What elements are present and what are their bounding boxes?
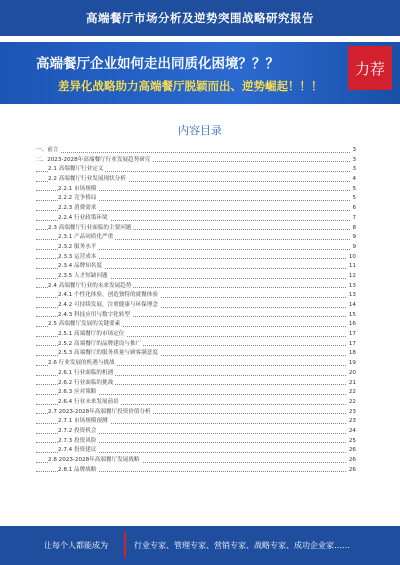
toc-entry[interactable]: [36, 165, 356, 175]
footer: [0, 526, 400, 565]
toc-entry[interactable]: [36, 379, 356, 389]
toc-entry[interactable]: [36, 224, 356, 234]
toc-entry-text: 2.1 高端餐厅行业定义: [48, 166, 104, 173]
toc-entry-page: 13: [347, 282, 356, 292]
toc-entry-text: 2.7.4 投资建议: [58, 447, 97, 454]
toc-entry-page: 18: [347, 349, 356, 359]
toc-entry-text: 2.4.2 可持续发展，注重健康与环保理念: [58, 302, 158, 308]
toc-entry-page: 26: [347, 456, 356, 466]
toc-entry[interactable]: [36, 349, 356, 359]
toc-entry-text: 2.7.2 投资机会: [58, 427, 97, 434]
toc-entry[interactable]: [36, 408, 356, 418]
toc-entry-text: 2.5 高端餐厅发展的关键要素: [48, 321, 121, 328]
toc-entry-text: 2.5.3 高端餐厅的服务质量与顾客满意度: [58, 350, 158, 357]
toc-entry[interactable]: [36, 185, 356, 195]
banner-question: 高端餐厅企业如何走出同质化困境？？？: [36, 56, 279, 72]
toc-entry-page: 25: [347, 437, 356, 447]
toc-title: 内容目录: [178, 124, 222, 137]
toc-entry-page: 9: [350, 243, 356, 253]
toc-entry-text: 2.6.3 应对策略: [58, 389, 97, 396]
toc-entry-text: 二、2023-2028年高端餐厅行业发展趋势研究: [36, 156, 151, 163]
toc-entry-text: 2.6.4 行业未来发展前景: [58, 398, 119, 405]
toc-entry-page: 3: [350, 165, 356, 175]
footer-slogan-left: 让每个人都能成为: [44, 541, 108, 550]
toc-entry-page: 14: [347, 301, 356, 311]
toc-entry-text: 2.3.4 品牌知名度: [58, 263, 102, 270]
toc-entry[interactable]: [36, 204, 356, 214]
toc-entry-page: 5: [350, 185, 356, 195]
toc-entry[interactable]: [36, 320, 356, 330]
toc-entry-text: 2.6.2 行业面临的挑战: [58, 379, 114, 386]
toc-entry[interactable]: [36, 291, 356, 301]
toc-entry[interactable]: [36, 311, 356, 321]
toc-entry-text: 2.4.1 个性化体验，创造独特的就餐体验: [58, 292, 158, 299]
toc-entry-page: 19: [347, 359, 356, 369]
toc-entry-page: 8: [350, 224, 356, 234]
toc-entry-text: 2.7 2023-2028年高端餐厅投资价值分析: [48, 408, 151, 415]
toc-leader-dots: [36, 152, 356, 153]
toc-entry-text: 2.2.4 行业政策环境: [58, 214, 108, 221]
toc-entry-page: 22: [347, 388, 356, 398]
toc-entry[interactable]: [36, 466, 356, 476]
toc-entry-page: 21: [347, 379, 356, 389]
toc-entry-page: 13: [347, 291, 356, 301]
toc-entry[interactable]: [36, 398, 356, 408]
toc-entry-page: 20: [347, 369, 356, 379]
toc-entry-page: 15: [347, 311, 356, 321]
footer-divider: [124, 532, 126, 558]
banner: [0, 42, 400, 104]
toc-entry-text: 2.8.1 品牌战略: [58, 466, 97, 473]
toc-entry-text: 2.2 高端餐厅行业发展现状分析: [48, 176, 126, 183]
toc-entry-text: 2.7.3 投资风险: [58, 437, 97, 444]
toc-entry-text: 一、前言: [36, 147, 59, 153]
toc-entry-text: 2.6 行业发展的机遇与挑战: [48, 360, 115, 367]
toc-entry[interactable]: [36, 146, 356, 156]
toc-entry-text: 2.5.1 高端餐厅的市场定位: [58, 331, 125, 338]
toc-entry-page: 11: [347, 262, 356, 272]
footer-slogan-right: 行业专家、管理专家、营销专家、战略专家、成功企业家……: [134, 541, 350, 550]
toc-entry[interactable]: [36, 359, 356, 369]
toc-entry[interactable]: [36, 417, 356, 427]
toc-entry-text: 2.2.2 竞争格局: [58, 195, 97, 202]
toc-entry[interactable]: [36, 340, 356, 350]
toc-entry[interactable]: [36, 437, 356, 447]
toc-entry-text: 2.7.1 市场规模预测: [58, 418, 108, 425]
toc-entry-page: 23: [347, 417, 356, 427]
toc-entry-text: 2.3.1 产品同质化严重: [58, 234, 114, 241]
toc-entry[interactable]: [36, 272, 356, 282]
toc-entry[interactable]: [36, 330, 356, 340]
toc-entry[interactable]: [36, 301, 356, 311]
toc-entry[interactable]: [36, 175, 356, 185]
toc-entry[interactable]: [36, 214, 356, 224]
toc-entry[interactable]: [36, 262, 356, 272]
toc-entry-page: 5: [350, 194, 356, 204]
toc-entry-page: 6: [350, 204, 356, 214]
toc-entry-text: 2.6.1 行业面临的机遇: [58, 369, 114, 376]
toc-entry[interactable]: [36, 427, 356, 437]
toc-entry-text: 2.3.5 人才短缺问题: [58, 272, 108, 279]
toc-entry-text: 2.3.3 运营成本: [58, 253, 97, 260]
toc-entry[interactable]: [36, 194, 356, 204]
toc-entry-page: 23: [347, 408, 356, 418]
toc-entry[interactable]: [36, 446, 356, 456]
toc-entry[interactable]: [36, 243, 356, 253]
toc-entry-page: 24: [347, 427, 356, 437]
toc-entry-page: 9: [350, 233, 356, 243]
toc-entry-text: 2.4.3 科技应用与数字化转型: [58, 311, 130, 318]
report-title: 高端餐厅市场分析及逆势突围战略研究报告: [86, 11, 314, 25]
toc-entry-page: 16: [347, 320, 356, 330]
table-of-contents: [36, 146, 356, 475]
toc-entry-page: 17: [347, 330, 356, 340]
banner-subtitle: 差异化战略助力高端餐厅脱颖而出、逆势崛起！！！: [58, 79, 323, 93]
toc-entry-page: 17: [347, 340, 356, 350]
toc-entry-page: 22: [347, 398, 356, 408]
toc-entry[interactable]: [36, 456, 356, 466]
toc-entry-text: 2.3 高端餐厅行业面临的主要问题: [48, 224, 132, 231]
toc-entry-page: 26: [347, 466, 356, 476]
toc-entry[interactable]: [36, 369, 356, 379]
toc-entry[interactable]: [36, 282, 356, 292]
toc-entry-page: 4: [350, 175, 356, 185]
toc-entry[interactable]: [36, 388, 356, 398]
toc-entry-text: 2.2.1 市场规模: [58, 185, 97, 192]
toc-entry-page: 3: [350, 156, 356, 166]
toc-entry-page: 3: [350, 146, 356, 156]
toc-entry[interactable]: [36, 156, 356, 166]
toc-entry-text: 2.5.2 高端餐厅的品牌建设与推广: [58, 340, 142, 347]
toc-entry-text: 2.2.3 消费需求: [58, 205, 97, 212]
report-header: [0, 0, 400, 36]
toc-entry-page: 7: [350, 214, 356, 224]
toc-entry-page: 12: [347, 272, 356, 282]
toc-entry[interactable]: [36, 253, 356, 263]
toc-entry-text: 2.4 高端餐厅行业的未来发展趋势: [48, 282, 132, 289]
toc-entry-text: 2.3.2 服务水平: [58, 243, 97, 250]
toc-entry-text: 2.8 2023-2028年高端餐厅发展战略: [48, 457, 140, 463]
toc-entry-page: 26: [347, 446, 356, 456]
toc-entry[interactable]: [36, 233, 356, 243]
recommend-badge: 力荐: [348, 46, 392, 90]
toc-entry-page: 10: [347, 253, 356, 263]
